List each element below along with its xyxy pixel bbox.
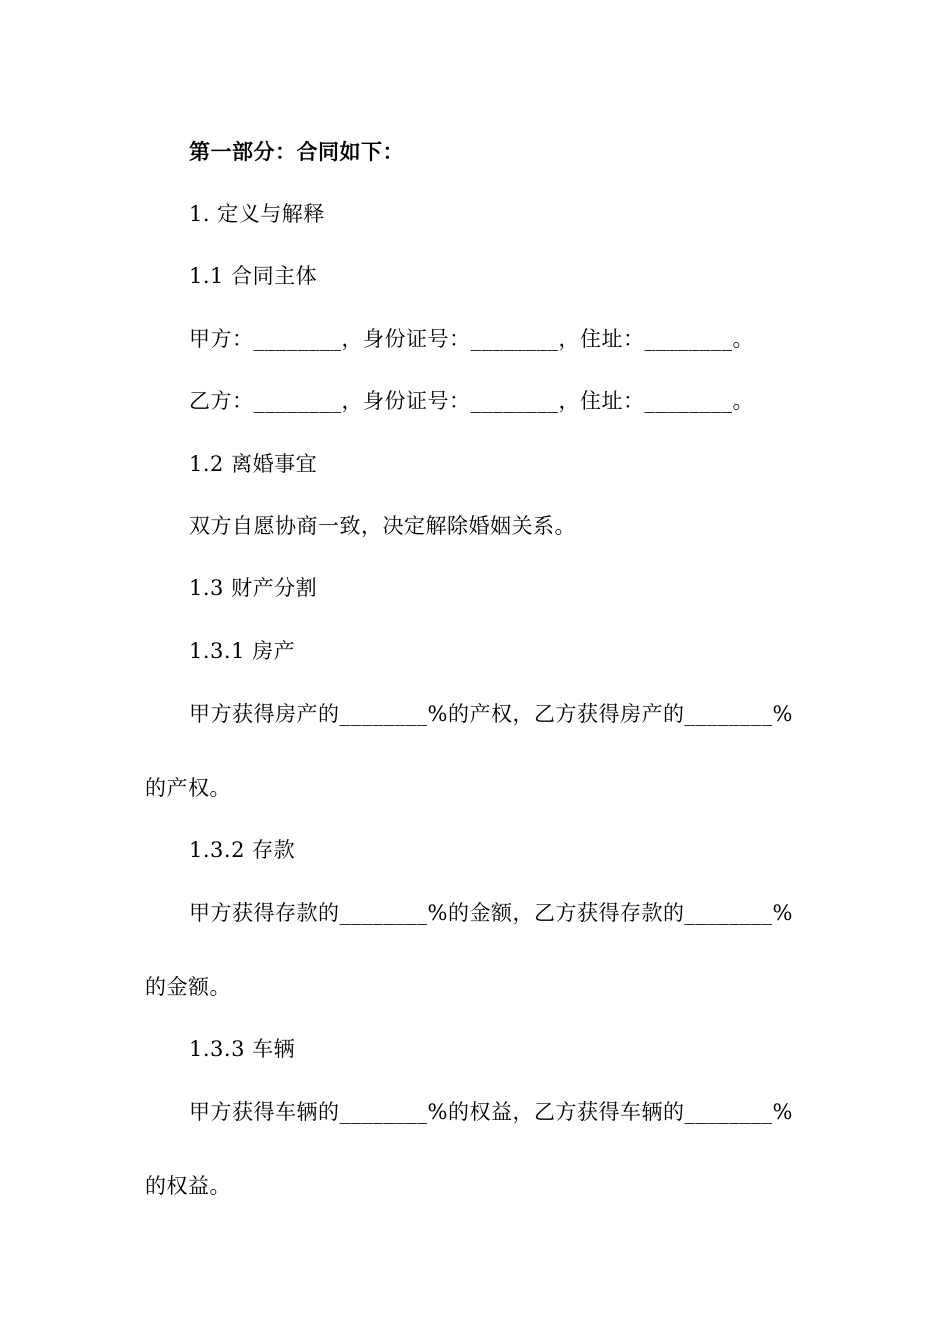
deposit-clause-line-2: 的金额。: [145, 975, 231, 999]
party-b-line: 乙方：________，身份证号：________，住址：________。: [189, 389, 754, 413]
section-1-3-2-title: 1.3.2 存款: [189, 838, 296, 862]
house-clause-line-1: 甲方获得房产的________%的产权，乙方获得房产的________%: [189, 702, 793, 726]
section-1-3-1-title: 1.3.1 房产: [189, 639, 296, 663]
section-1-3-3-title: 1.3.3 车辆: [189, 1037, 296, 1061]
house-clause-line-2: 的产权。: [145, 776, 231, 800]
deposit-clause-line-1: 甲方获得存款的________%的金额，乙方获得存款的________%: [189, 901, 793, 925]
section-1-1-title: 1.1 合同主体: [189, 264, 318, 288]
section-1-title: 1. 定义与解释: [189, 202, 325, 226]
vehicle-clause-line-2: 的权益。: [145, 1174, 231, 1198]
divorce-agreement-text: 双方自愿协商一致，决定解除婚姻关系。: [189, 514, 576, 538]
section-1-2-title: 1.2 离婚事宜: [189, 452, 318, 476]
part-one-heading: 第一部分：合同如下：: [189, 139, 404, 164]
section-1-3-title: 1.3 财产分割: [189, 576, 318, 600]
party-a-line: 甲方：________，身份证号：________，住址：________。: [189, 327, 754, 351]
vehicle-clause-line-1: 甲方获得车辆的________%的权益，乙方获得车辆的________%: [189, 1100, 793, 1124]
